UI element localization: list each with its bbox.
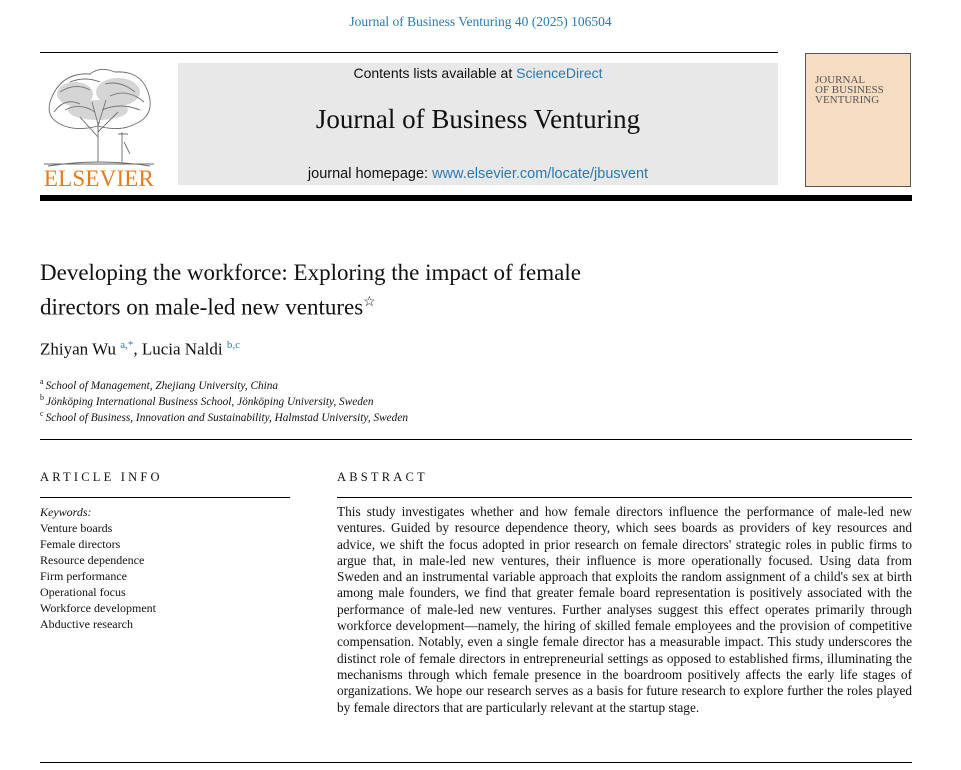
keyword-item: Operational focus xyxy=(40,585,126,599)
cover-title-line: JOURNAL xyxy=(815,74,866,86)
author-separator: , xyxy=(133,339,142,359)
article-title xyxy=(40,258,740,323)
abstract-text: This study investigates whether and how female directors influence the performance of male-led new ventures. Guided by resource dependence theory, which sees boards as providers of key resources and advice, we shift the focus adopted in prior research on female directors' strategic roles in public firms to argue that, in male-led new ventures, their influence is more operationally focused. Using data from Sweden and an instrumental variable approach that exploits the random assignment of a child's sex at birth among male founders, we find that greater female board representation is positively associated with the performance of male-led new ventures. Further analyses suggest this effect operates primarily through workforce development—namely, the hiring of skilled female employees and the provision of competitive compensation. Notably, even a single female director has a measurable impact. This study underscores the distinct role of female directors in entrepreneurial settings as opposed to established firms, illuminating the mechanisms through which female presence in the boardroom positively affects the early life stages of organizations. We hope our research serves as a basis for future research to explore further the roles played by female directors that are particularly relevant at the startup stage. xyxy=(337,504,912,715)
affiliation-item xyxy=(40,393,374,408)
header-thick-divider xyxy=(40,195,912,201)
keyword-item: Resource dependence xyxy=(40,553,145,567)
author-affiliation-marks[interactable]: a,* xyxy=(120,339,134,351)
author-name[interactable]: Zhiyan Wu xyxy=(40,339,116,359)
affiliation-item xyxy=(40,409,408,424)
contents-line xyxy=(178,63,778,81)
keyword-item: Workforce development xyxy=(40,601,156,615)
top-divider xyxy=(40,52,778,53)
affiliation-mark: b xyxy=(40,393,44,402)
affiliation-item xyxy=(40,377,278,392)
title-line-2: directors on male-led new ventures xyxy=(40,294,364,320)
affiliation-mark: a xyxy=(40,377,44,386)
homepage-link[interactable]: www.elsevier.com/locate/jbusvent xyxy=(432,166,649,182)
keyword-item: Female directors xyxy=(40,537,121,551)
keywords-list xyxy=(40,520,156,632)
journal-name: Journal of Business Venturing xyxy=(315,104,641,134)
title-footnote-star[interactable]: ☆ xyxy=(363,295,376,310)
keyword-item: Firm performance xyxy=(40,569,127,583)
article-info-heading: ARTICLE INFO xyxy=(40,470,163,484)
homepage-line xyxy=(178,166,778,182)
contents-prefix: Contents lists available at xyxy=(353,65,517,81)
keyword-item: Venture boards xyxy=(40,521,113,535)
sciencedirect-link[interactable]: ScienceDirect xyxy=(516,65,603,81)
author-name[interactable]: Lucia Naldi xyxy=(141,339,223,359)
bottom-divider xyxy=(40,762,912,763)
abstract-heading: ABSTRACT xyxy=(337,470,428,484)
homepage-prefix: journal homepage: xyxy=(307,166,433,182)
author-affiliation-marks[interactable]: b,c xyxy=(226,339,240,351)
keywords-label: Keywords: xyxy=(40,505,92,519)
article-info-divider xyxy=(40,497,290,498)
abstract-divider xyxy=(337,497,912,498)
title-line-1: Developing the workforce: Exploring the impact of female xyxy=(40,260,581,285)
publisher-name: ELSEVIER xyxy=(43,166,155,191)
affiliation-text: School of Business, Innovation and Sustainability, Halmstad University, Sweden xyxy=(45,411,408,424)
journal-citation[interactable]: Journal of Business Venturing 40 (2025) 106504 xyxy=(349,14,612,29)
cover-title xyxy=(815,75,905,105)
affiliation-mark: c xyxy=(40,409,44,418)
affiliation-text: School of Management, Zhejiang University, China xyxy=(45,379,279,392)
section-divider xyxy=(40,439,912,440)
affiliation-text: Jönköping International Business School, Jönköping University, Sweden xyxy=(46,395,374,408)
keyword-item: Abductive research xyxy=(40,617,133,631)
cover-title-line: VENTURING xyxy=(815,94,880,106)
cover-title-line: OF BUSINESS xyxy=(815,84,884,96)
author-list xyxy=(40,339,240,360)
